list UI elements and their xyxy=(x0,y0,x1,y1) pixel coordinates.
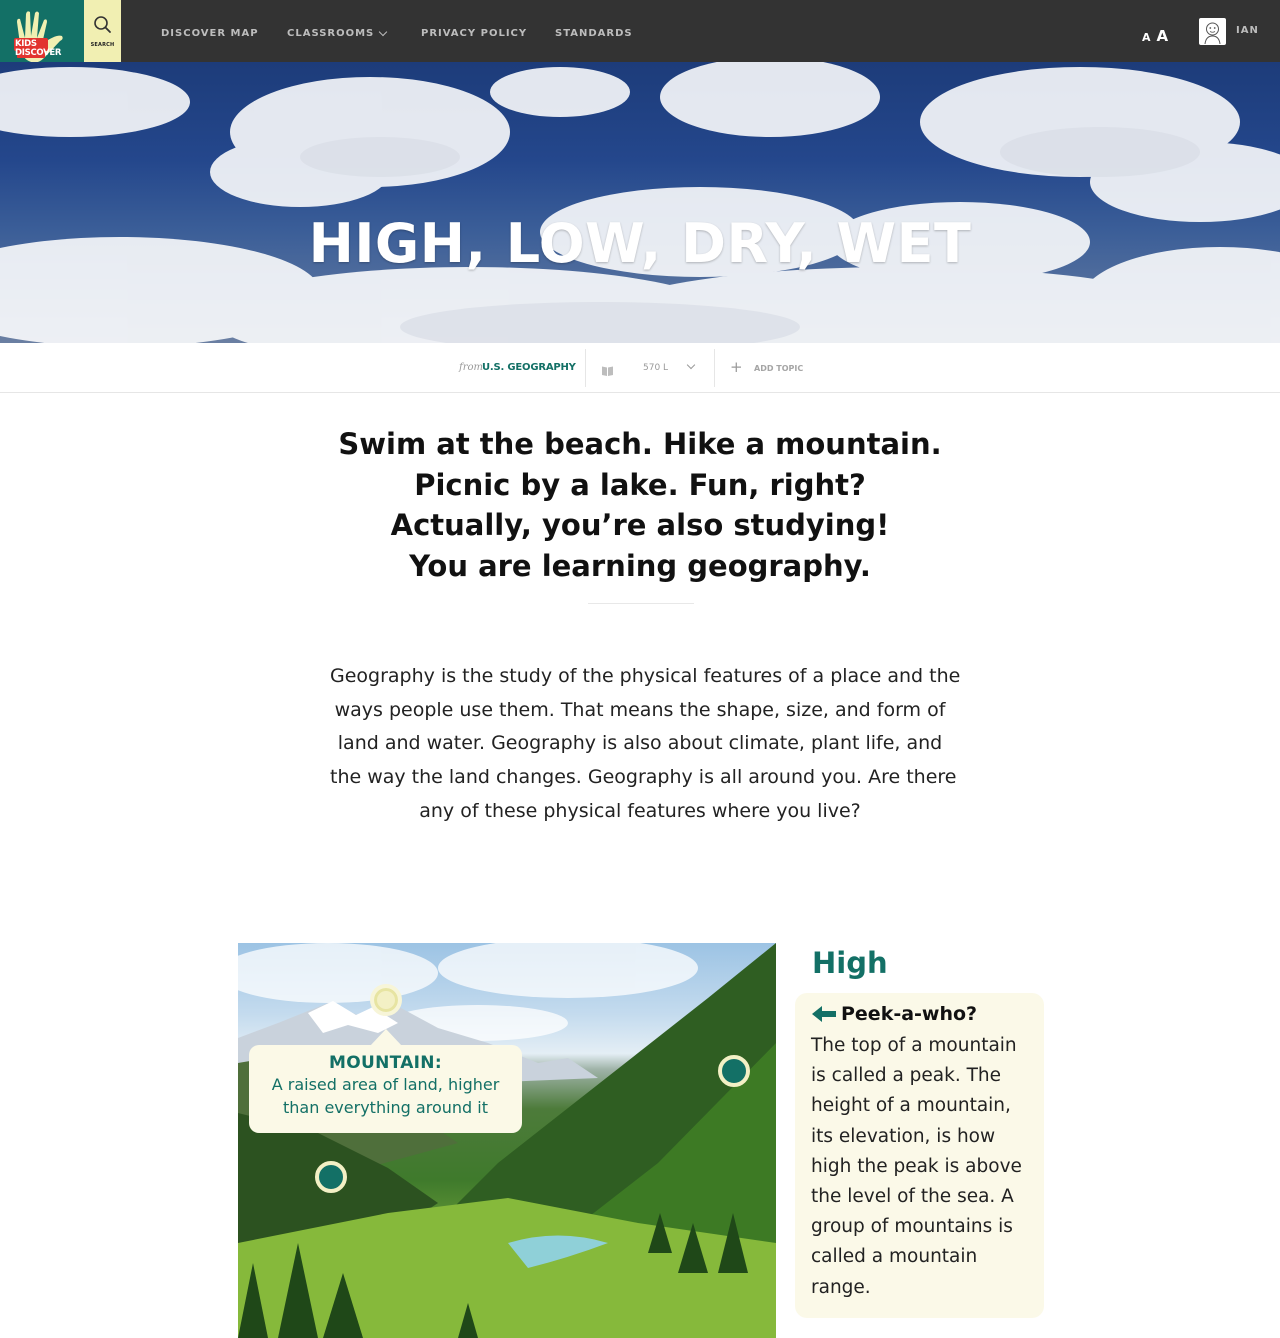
arrow-left-icon xyxy=(811,1005,837,1023)
paragraph-line: ways people use them. That means the shape, size, and form of xyxy=(334,698,946,721)
fact-card-header xyxy=(811,1003,977,1025)
logo-text: KIDS DISCOVER xyxy=(15,39,62,58)
definition-line: A raised area of land, higher xyxy=(271,1075,500,1094)
search-icon xyxy=(93,15,112,34)
collection-link[interactable]: U.S. GEOGRAPHY xyxy=(482,362,576,373)
plus-icon: + xyxy=(730,358,743,376)
mountain-valley-image xyxy=(238,943,776,1338)
fact-line: height of a mountain, xyxy=(811,1095,1011,1117)
lexile-value: 570 L xyxy=(643,363,669,373)
lede-line: You are learning geography. xyxy=(409,548,871,583)
search-label: SEARCH xyxy=(90,42,115,48)
add-topic-label: ADD TOPIC xyxy=(754,364,804,373)
definition-line: than everything around it xyxy=(283,1098,488,1117)
hotspot-callout xyxy=(249,1045,522,1133)
meta-divider xyxy=(714,349,715,387)
intro-paragraph xyxy=(330,660,961,829)
paragraph-line: land and water. Geography is also about climate, plant life, and xyxy=(337,732,943,755)
section-divider xyxy=(588,603,694,604)
fact-line: The top of a mountain xyxy=(811,1035,1017,1056)
chevron-down-icon xyxy=(687,361,695,369)
hero-banner xyxy=(0,62,1280,343)
paragraph-line: the way the land changes. Geography is all around you. Are there xyxy=(330,766,957,789)
from-label: from xyxy=(459,362,483,373)
fact-card xyxy=(795,993,1044,1318)
lede-line: Actually, you’re also studying! xyxy=(390,508,890,542)
nav-standards[interactable]: STANDARDS xyxy=(555,28,633,39)
nav-discover-map[interactable]: DISCOVER MAP xyxy=(161,28,259,39)
text-size-controls xyxy=(1142,27,1168,45)
article-meta-bar xyxy=(0,343,1280,393)
meta-divider xyxy=(585,349,586,387)
fact-card-body xyxy=(811,1031,1037,1303)
fact-line: called a mountain xyxy=(811,1246,978,1268)
fact-card-title: Peek-a-who? xyxy=(841,1003,978,1025)
fact-line: group of mountains is xyxy=(811,1216,1013,1238)
callout-definition xyxy=(249,1073,522,1119)
top-nav xyxy=(0,0,1280,62)
page-title: HIGH, LOW, DRY, WET xyxy=(308,212,972,275)
paragraph-line: any of these physical features where you live? xyxy=(419,799,861,822)
search-button[interactable] xyxy=(84,0,121,62)
hotspot-mountain[interactable] xyxy=(370,984,402,1016)
nav-privacy-policy[interactable]: PRIVACY POLICY xyxy=(421,28,528,39)
text-size-small-button[interactable]: A xyxy=(1142,31,1151,44)
fact-line: the level of the sea. A xyxy=(811,1186,1014,1208)
cloud-background xyxy=(0,62,1280,343)
book-icon xyxy=(601,362,614,381)
fact-line: high the peak is above xyxy=(811,1155,1022,1177)
fact-line: range. xyxy=(811,1276,871,1298)
lede-line: Swim at the beach. Hike a mountain. xyxy=(338,427,942,461)
nav-classrooms-label: CLASSROOMS xyxy=(287,28,375,39)
fact-line: its elevation, is how xyxy=(811,1125,996,1147)
fact-line: is called a peak. The xyxy=(811,1065,1002,1087)
paragraph-line: Geography is the study of the physical features of a place and the xyxy=(330,665,961,687)
callout-term: MOUNTAIN: xyxy=(329,1053,442,1073)
avatar-icon xyxy=(1199,18,1226,45)
lede-text xyxy=(300,424,980,586)
chevron-down-icon xyxy=(379,27,387,35)
hotspot-valley[interactable] xyxy=(315,1161,347,1193)
nav-classrooms[interactable] xyxy=(287,28,386,39)
hotspot-forest[interactable] xyxy=(718,1055,750,1087)
text-size-large-button[interactable]: A xyxy=(1156,27,1169,45)
avatar[interactable] xyxy=(1199,18,1226,45)
user-name[interactable]: IAN xyxy=(1236,25,1259,36)
section-heading: High xyxy=(812,946,888,980)
lede-line: Picnic by a lake. Fun, right? xyxy=(414,467,866,502)
